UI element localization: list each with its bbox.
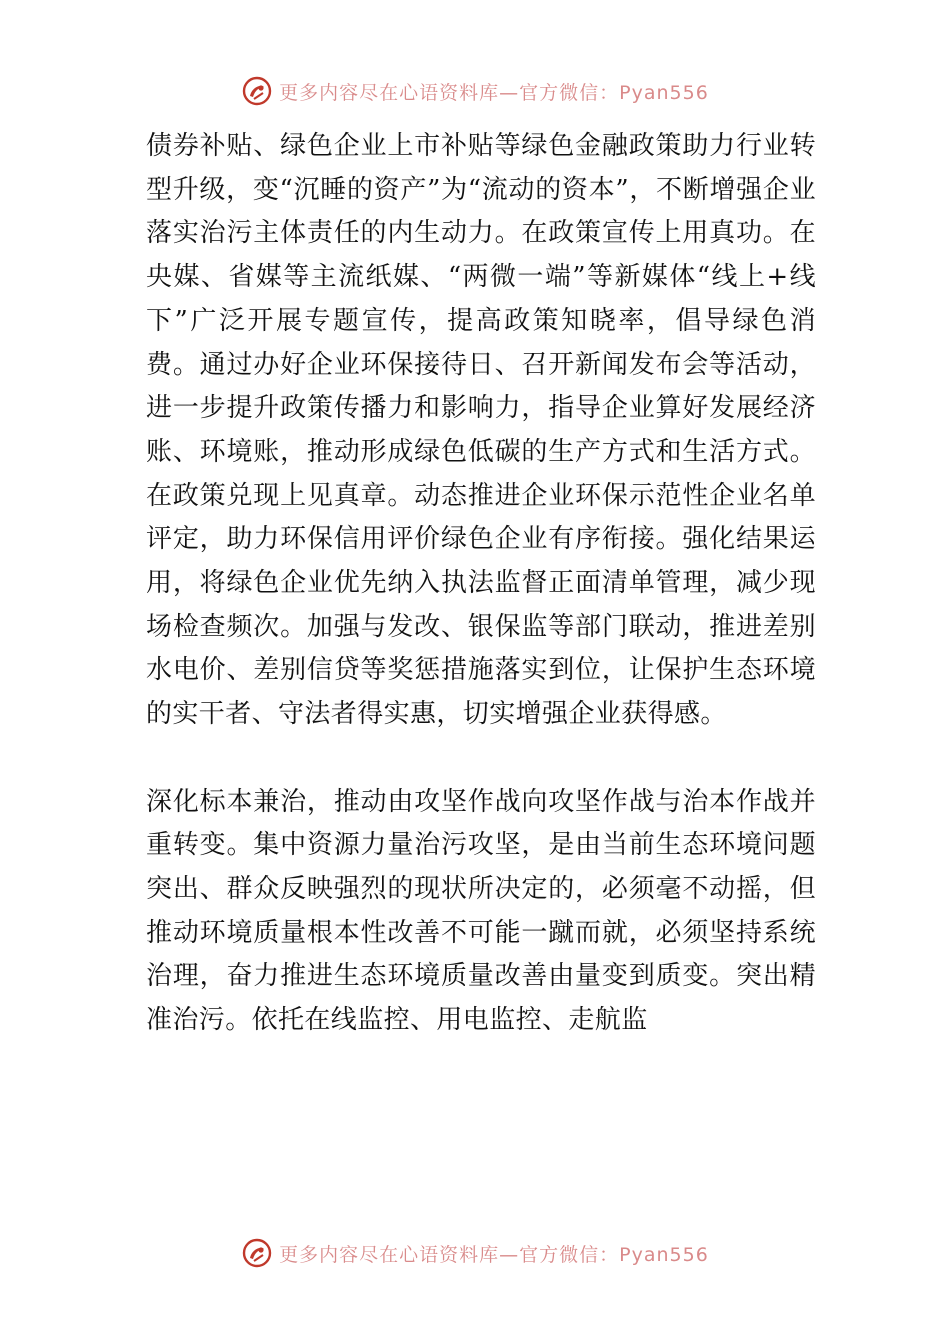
footer-banner-text: 更多内容尽在心语资料库—官方微信：Pyan556 <box>279 1243 709 1266</box>
rose-logo-icon <box>241 1237 273 1269</box>
header-banner <box>0 74 950 108</box>
body-paragraph-1: 债券补贴、绿色企业上市补贴等绿色金融政策助力行业转型升级，变“沉睡的资产”为“流动的资本”，不断增强企业落实治污主体责任的内生动力。在政策宣传上用真功。在央媒、省媒等主流纸媒、“两微一端”等新媒体“线上+线下”广泛开展专题宣传，提高政策知晓率，倡导绿色消费。通过办好企业环保接待日、召开新闻发布会等活动，进一步提升政策传播力和影响力，指导企业算好发展经济账、环境账，推动形成绿色低碳的生产方式和生活方式。在政策兑现上见真章。动态推进企业环保示范性企业名单评定，助力环保信用评价绿色企业有序衔接。强化结果运用，将绿色企业优先纳入执法监督正面清单管理，减少现场检查频次。加强与发改、银保监等部门联动，推进差别水电价、差别信贷等奖惩措施落实到位，让保护生态环境的实干者、守法者得实惠，切实增强企业获得感。 <box>146 131 816 730</box>
rose-logo-icon <box>241 75 273 107</box>
header-banner-text: 更多内容尽在心语资料库—官方微信：Pyan556 <box>279 81 709 104</box>
document-body <box>146 125 816 1043</box>
footer-banner <box>0 1236 950 1270</box>
body-paragraph-2: 深化标本兼治，推动由攻坚作战向攻坚作战与治本作战并重转变。集中资源力量治污攻坚，是由当前生态环境问题突出、群众反映强烈的现状所决定的，必须毫不动摇，但推动环境质量根本性改善不可能一蹴而就，必须坚持系统治理，奋力推进生态环境质量改善由量变到质变。突出精准治污。依托在线监控、用电监控、走航监 <box>146 786 816 1036</box>
